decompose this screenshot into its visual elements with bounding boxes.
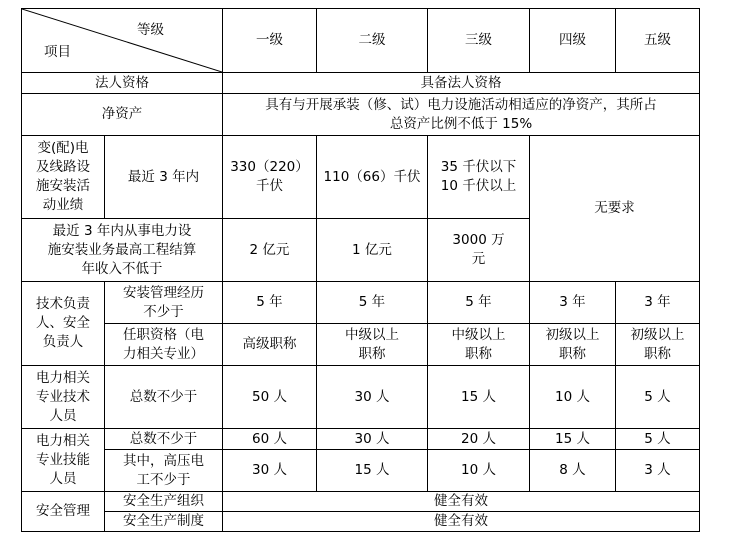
technical-staff-label-line: 专业技术: [36, 388, 90, 405]
legal-row: [22, 73, 700, 94]
safety-label: 安全管理: [22, 492, 105, 532]
qualification-level-3-line: 中级以上: [451, 326, 506, 343]
level-5-header: 五级: [616, 9, 700, 73]
qualification-level-2-line: 职称: [358, 345, 386, 362]
qualification-level-5-line: 初级以上: [630, 326, 685, 343]
technical-staff-label-line: 人员: [49, 407, 77, 424]
technical-staff-level-2: 30 人: [317, 366, 428, 429]
skilled-staff-total-level-4: 15 人: [530, 429, 616, 450]
revenue-level-3: [428, 219, 530, 282]
skilled-staff-total-level-5: 5 人: [616, 429, 700, 450]
experience-level-5: 3 年: [616, 282, 700, 324]
hv-electrician-label-line: 工不少于: [136, 471, 191, 488]
header-row: [22, 9, 700, 73]
skilled-staff-hv-row: [22, 450, 700, 492]
qualification-level-4-line: 初级以上: [545, 326, 600, 343]
revenue-level-3-line: 元: [471, 251, 486, 267]
performance-recent-label: 最近 3 年内: [105, 136, 223, 219]
performance-label-line: 变(配)电: [37, 140, 89, 156]
skilled-staff-total-level-3: 20 人: [428, 429, 530, 450]
revenue-label-line: 年收入不低于: [81, 260, 163, 277]
tech-lead-qualification-row: [22, 324, 700, 366]
skilled-staff-total-label: 总数不少于: [105, 429, 223, 450]
qualification-level-2-line: 中级以上: [345, 326, 399, 343]
performance-level-1: [223, 136, 317, 219]
qualification-level-4: [530, 324, 616, 366]
qualification-label-line: 力相关专业）: [123, 345, 204, 362]
qualification-level-4-line: 职称: [559, 345, 586, 362]
technical-staff-level-1: 50 人: [223, 366, 317, 429]
item-header-label: 项目: [44, 44, 71, 60]
experience-level-3: 5 年: [428, 282, 530, 324]
performance-level-3-line: 10 千伏以上: [440, 178, 517, 194]
level-4-header: 四级: [530, 9, 616, 73]
level-2-header: 二级: [317, 9, 428, 73]
safety-organization-value: 健全有效: [223, 492, 700, 512]
technical-staff-total-label: 总数不少于: [105, 366, 223, 429]
header-diagonal-cell: [22, 9, 223, 73]
safety-system-row: [22, 512, 700, 532]
hv-electrician-level-1: 30 人: [223, 450, 317, 492]
skilled-staff-label: [22, 429, 105, 492]
experience-level-1: 5 年: [223, 282, 317, 324]
net-assets-line-2: 总资产比例不低于 15%: [389, 115, 533, 132]
qualification-label-line: 任职资格（电: [123, 326, 204, 343]
performance-label: [22, 136, 105, 219]
skilled-staff-label-line: 专业技能: [36, 451, 90, 468]
experience-label-line: 不少于: [143, 303, 184, 320]
safety-organization-row: [22, 492, 700, 512]
hv-electrician-level-4: 8 人: [530, 450, 616, 492]
revenue-level-2: 1 亿元: [317, 219, 428, 282]
skilled-staff-total-level-1: 60 人: [223, 429, 317, 450]
grade-header-label: 等级: [137, 22, 164, 38]
skilled-staff-total-level-2: 30 人: [317, 429, 428, 450]
technical-staff-level-3: 15 人: [428, 366, 530, 429]
qualification-level-5: [616, 324, 700, 366]
technical-staff-label-line: 电力相关: [36, 369, 90, 386]
hv-electrician-label: [105, 450, 223, 492]
technical-staff-level-5: 5 人: [616, 366, 700, 429]
qualification-level-1-line: 高级职称: [242, 336, 297, 352]
performance-level-2: 110（66）千伏: [317, 136, 428, 219]
experience-level-2: 5 年: [317, 282, 428, 324]
hv-electrician-label-line: 其中，高压电: [123, 452, 204, 469]
tech-lead-label-line: 负责人: [42, 334, 84, 350]
qualification-label: [105, 324, 223, 366]
qualification-table-container: [21, 8, 699, 536]
tech-lead-experience-row: [22, 282, 700, 324]
tech-lead-label: [22, 282, 105, 366]
technical-staff-label: [22, 366, 105, 429]
experience-label: [105, 282, 223, 324]
no-requirement-cell: 无要求: [530, 136, 700, 282]
net-assets-label: 净资产: [22, 94, 223, 136]
skilled-staff-label-line: 人员: [49, 470, 77, 487]
hv-electrician-level-5: 3 人: [616, 450, 700, 492]
qualification-level-3: [428, 324, 530, 366]
experience-level-4: 3 年: [530, 282, 616, 324]
technical-staff-level-4: 10 人: [530, 366, 616, 429]
level-1-header: 一级: [223, 9, 317, 73]
qualification-level-5-line: 职称: [644, 345, 671, 362]
revenue-level-1: 2 亿元: [223, 219, 317, 282]
qualification-level-2: [317, 324, 428, 366]
performance-level-1-line: 千伏: [256, 178, 283, 194]
safety-system-value: 健全有效: [223, 512, 700, 532]
performance-row: [22, 136, 700, 219]
performance-level-1-line: 330（220）: [230, 159, 309, 175]
skilled-staff-label-line: 电力相关: [36, 432, 90, 449]
performance-level-3-line: 35 千伏以下: [440, 159, 517, 175]
revenue-label: [22, 219, 223, 282]
qualification-table: [21, 8, 700, 532]
technical-staff-row: [22, 366, 700, 429]
safety-system-label: 安全生产制度: [105, 512, 223, 532]
net-assets-line-1: 具有与开展承装（修、试）电力设施活动相适应的净资产，其所占: [265, 96, 657, 113]
legal-label: 法人资格: [22, 73, 223, 94]
performance-label-line: 施安装活: [36, 178, 90, 194]
legal-value: 具备法人资格: [223, 73, 700, 94]
net-assets-value: [223, 94, 700, 136]
level-3-header: 三级: [428, 9, 530, 73]
tech-lead-label-line: 人、安全: [36, 315, 90, 331]
performance-level-3: [428, 136, 530, 219]
performance-label-line: 动业绩: [42, 197, 84, 213]
qualification-level-3-line: 职称: [465, 345, 492, 362]
hv-electrician-level-2: 15 人: [317, 450, 428, 492]
hv-electrician-level-3: 10 人: [428, 450, 530, 492]
diagonal-line: [22, 9, 222, 72]
skilled-staff-total-row: [22, 429, 700, 450]
net-assets-row: [22, 94, 700, 136]
revenue-label-line: 最近 3 年内从事电力设: [52, 222, 192, 239]
qualification-level-1: [223, 324, 317, 366]
tech-lead-label-line: 技术负责: [36, 296, 90, 312]
revenue-level-3-line: 3000 万: [452, 232, 505, 248]
revenue-label-line: 施安装业务最高工程结算: [47, 241, 197, 258]
safety-organization-label: 安全生产组织: [105, 492, 223, 512]
experience-label-line: 安装管理经历: [123, 284, 204, 301]
performance-label-line: 及线路设: [36, 159, 90, 175]
